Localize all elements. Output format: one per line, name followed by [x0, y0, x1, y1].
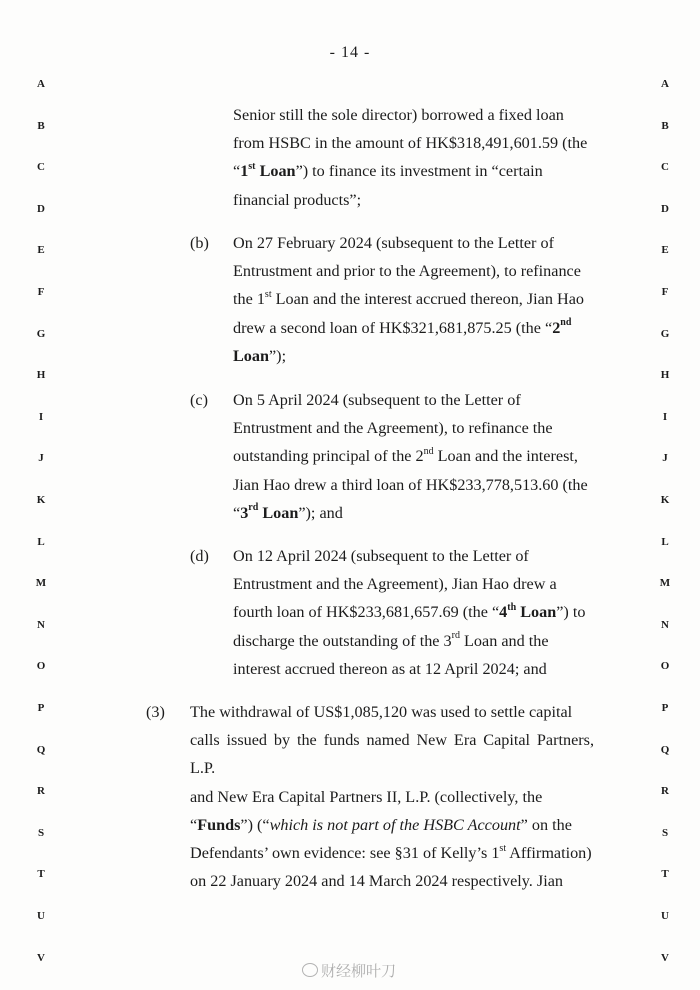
margin-letter-p: P: [37, 702, 45, 714]
item-b-label: (b): [190, 234, 209, 252]
text-line: financial products”;: [233, 190, 362, 209]
margin-letter-l: L: [37, 535, 45, 548]
item-3-label: (3): [146, 703, 165, 721]
margin-letter-r: R: [37, 785, 45, 798]
margin-letter-n: N: [37, 618, 45, 631]
margin-letter-f: F: [661, 286, 669, 298]
margin-letter-i: I: [38, 410, 44, 423]
margin-letter-v: V: [661, 951, 669, 964]
margin-letter-v: V: [37, 951, 45, 964]
margin-letter-r: R: [661, 785, 669, 798]
margin-letter-q: Q: [36, 743, 46, 756]
margin-letter-s: S: [37, 826, 45, 839]
continuation-paragraph: Senior still the sole director) borrowed a fixed loan from HSBC in the amount of HK$318,491,601.59 (the “1st Loan”) to finance its investment in “certain financial products”;: [233, 106, 588, 209]
text-line: Senior still the sole director) borrowed a fixed loan: [233, 106, 564, 124]
margin-letter-a: A: [37, 78, 45, 90]
text-line: from HSBC in the amount of HK$318,491,601.59 (the: [233, 134, 588, 153]
margin-letter-b: B: [37, 119, 45, 132]
margin-letter-o: O: [36, 660, 46, 673]
item-b-paragraph: On 27 February 2024 (subsequent to the Letter of Entrustment and prior to the Agreement), to refinance the 1st Loan and the interest accrued thereon, Jian Hao drew a second loan of HK$321,681,875.25 (the “2nd Loan”);: [233, 234, 584, 365]
margin-letter-i: I: [662, 410, 668, 423]
watermark-text: 财经柳叶刀: [321, 962, 397, 980]
weibo-icon: [302, 963, 318, 977]
margin-letter-d: D: [661, 202, 669, 215]
margin-letter-m: M: [35, 577, 47, 590]
margin-letter-n: N: [661, 618, 669, 631]
page-number: - 14 -: [329, 44, 371, 61]
margin-letter-e: E: [661, 244, 669, 257]
margin-letter-j: J: [662, 452, 668, 465]
item-d-paragraph: On 12 April 2024 (subsequent to the Letter of Entrustment and the Agreement), Jian Hao drew a fourth loan of HK$233,681,657.69 (the “4th Loan”) to discharge the outstanding of the 3rd Loan and the interest accrued thereon as at 12 April 2024; and: [233, 547, 586, 678]
margin-letter-e: E: [37, 244, 45, 257]
margin-letter-u: U: [661, 910, 669, 922]
margin-letter-s: S: [661, 826, 669, 839]
margin-letter-j: J: [38, 452, 44, 465]
margin-letter-t: T: [661, 868, 669, 881]
margin-letter-t: T: [37, 868, 45, 881]
margin-letter-g: G: [36, 327, 46, 340]
margin-letter-c: C: [37, 161, 45, 174]
margin-letter-q: Q: [660, 743, 670, 756]
margin-letter-k: K: [660, 494, 670, 506]
item-3-paragraph: The withdrawal of US$1,085,120 was used to settle capital calls issued by the funds named New Era Capital Partners, L.P. and New Era Capital Partners II, L.P. (collectively, the “Funds”) (“which is not part of the HSBC Account” on the Defendants’ own evidence: see §31 of Kelly’s 1st Affirmation) on 22 January 2024 and 14 March 2024 respectively. Jian: [190, 703, 594, 891]
margin-letter-c: C: [661, 161, 669, 174]
margin-letter-m: M: [659, 577, 671, 590]
margin-letter-d: D: [37, 202, 45, 215]
margin-letter-h: H: [36, 369, 46, 382]
margin-letter-a: A: [661, 78, 669, 90]
margin-letter-p: P: [661, 702, 669, 714]
margin-letter-b: B: [661, 119, 669, 132]
margin-letter-u: U: [37, 910, 45, 922]
margin-letter-o: O: [660, 660, 670, 673]
item-c-label: (c): [190, 391, 208, 409]
margin-letter-l: L: [661, 535, 669, 548]
watermark: [302, 960, 396, 981]
item-c-paragraph: On 5 April 2024 (subsequent to the Letter of Entrustment and the Agreement), to refinance the outstanding principal of the 2nd Loan and the interest, Jian Hao drew a third loan of HK$233,778,513.60 (the “3rd Loan”); and: [233, 391, 588, 522]
margin-letter-k: K: [36, 494, 46, 506]
item-d-label: (d): [190, 547, 209, 565]
margin-letter-h: H: [660, 369, 670, 382]
margin-letter-f: F: [37, 286, 45, 298]
margin-letter-g: G: [660, 327, 670, 340]
